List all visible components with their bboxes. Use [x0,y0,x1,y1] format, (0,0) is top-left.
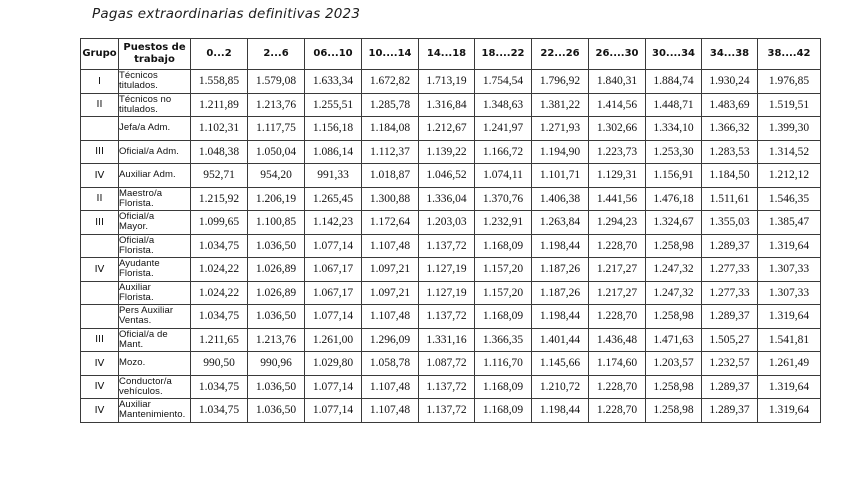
amount-cell: 1.316,84 [419,93,475,117]
table-row [81,375,821,399]
amount-cell: 1.024,22 [191,281,248,305]
amount-cell: 1.283,53 [702,140,758,164]
amount-cell: 1.097,21 [362,258,419,282]
amount-cell: 1.168,09 [475,305,532,329]
amount-cell: 1.289,37 [702,234,758,258]
amount-cell: 1.258,98 [646,234,702,258]
amount-cell: 1.156,18 [305,117,362,141]
amount-cell: 1.034,75 [191,305,248,329]
group-cell: IV [81,399,119,423]
position-cell [119,399,191,423]
amount-cell: 1.754,54 [475,70,532,94]
amount-cell: 1.471,63 [646,328,702,352]
amount-cell: 1.034,75 [191,234,248,258]
position-label: Pers Auxiliar Ventas. [119,305,174,327]
amount-cell: 1.194,90 [532,140,589,164]
table-row [81,93,821,117]
amount-cell: 1.212,12 [758,164,821,188]
position-cell [119,305,191,329]
amount-cell: 1.265,45 [305,187,362,211]
column-header: 38....42 [758,39,821,70]
amount-cell: 1.546,35 [758,187,821,211]
amount-cell: 1.241,97 [475,117,532,141]
column-header: 10....14 [362,39,419,70]
amount-cell: 1.399,30 [758,117,821,141]
position-cell [119,328,191,352]
position-cell [119,117,191,141]
amount-cell: 1.713,19 [419,70,475,94]
amount-cell: 1.137,72 [419,399,475,423]
table-row [81,140,821,164]
amount-cell: 1.206,19 [248,187,305,211]
table-row [81,399,821,423]
group-cell: II [81,187,119,211]
amount-cell: 1.127,19 [419,258,475,282]
amount-cell: 1.077,14 [305,375,362,399]
amount-cell: 1.840,31 [589,70,646,94]
amount-cell: 1.483,69 [702,93,758,117]
column-header: 0...2 [191,39,248,70]
amount-cell: 1.077,14 [305,234,362,258]
amount-cell: 991,33 [305,164,362,188]
amount-cell: 1.223,73 [589,140,646,164]
amount-cell: 1.100,85 [248,211,305,235]
amount-cell: 1.448,71 [646,93,702,117]
group-cell: IV [81,375,119,399]
amount-cell: 1.541,81 [758,328,821,352]
amount-cell: 1.157,20 [475,258,532,282]
table-row [81,281,821,305]
amount-cell: 1.253,30 [646,140,702,164]
amount-cell: 1.261,00 [305,328,362,352]
position-label: Auxiliar Adm. [119,169,176,181]
amount-cell: 1.107,48 [362,234,419,258]
amount-cell: 1.314,52 [758,140,821,164]
amount-cell: 1.145,66 [532,352,589,376]
amount-cell: 1.036,50 [248,305,305,329]
column-header: 18....22 [475,39,532,70]
amount-cell: 1.198,44 [532,305,589,329]
amount-cell: 1.213,76 [248,328,305,352]
group-cell [81,305,119,329]
amount-cell: 1.034,75 [191,375,248,399]
amount-cell: 1.232,91 [475,211,532,235]
position-cell [119,93,191,117]
amount-cell: 1.203,03 [419,211,475,235]
amount-cell: 1.211,89 [191,93,248,117]
amount-cell: 1.099,65 [191,211,248,235]
amount-cell: 1.107,48 [362,399,419,423]
amount-cell: 1.319,64 [758,375,821,399]
amount-cell: 1.086,14 [305,140,362,164]
amount-cell: 1.018,87 [362,164,419,188]
amount-cell: 1.228,70 [589,399,646,423]
position-cell [119,70,191,94]
amount-cell: 952,71 [191,164,248,188]
amount-cell: 1.633,34 [305,70,362,94]
amount-cell: 1.414,56 [589,93,646,117]
column-header: 26....30 [589,39,646,70]
position-cell [119,281,191,305]
amount-cell: 1.166,72 [475,140,532,164]
amount-cell: 1.285,78 [362,93,419,117]
position-cell [119,187,191,211]
group-cell: IV [81,352,119,376]
column-header: 06...10 [305,39,362,70]
table-row [81,234,821,258]
amount-cell: 1.046,52 [419,164,475,188]
group-cell: IV [81,164,119,188]
table-body [81,70,821,423]
amount-cell: 1.558,85 [191,70,248,94]
amount-cell: 1.077,14 [305,399,362,423]
amount-cell: 1.519,51 [758,93,821,117]
table-row [81,70,821,94]
document-title: Pagas extraordinarias definitivas 2023 [92,6,361,22]
amount-cell: 1.289,37 [702,399,758,423]
amount-cell: 1.215,92 [191,187,248,211]
amount-cell: 1.319,64 [758,234,821,258]
amount-cell: 1.127,19 [419,281,475,305]
group-cell [81,234,119,258]
amount-cell: 1.348,63 [475,93,532,117]
amount-cell: 1.077,14 [305,305,362,329]
column-header: 2...6 [248,39,305,70]
group-cell: I [81,70,119,94]
amount-cell: 990,96 [248,352,305,376]
amount-cell: 1.258,98 [646,399,702,423]
amount-cell: 1.198,44 [532,234,589,258]
amount-cell: 1.102,31 [191,117,248,141]
amount-cell: 1.289,37 [702,305,758,329]
column-header: 34...38 [702,39,758,70]
amount-cell: 1.050,04 [248,140,305,164]
amount-cell: 1.157,20 [475,281,532,305]
group-cell: III [81,211,119,235]
amount-cell: 1.366,35 [475,328,532,352]
group-cell [81,281,119,305]
amount-cell: 1.579,08 [248,70,305,94]
amount-cell: 1.884,74 [646,70,702,94]
amount-cell: 1.036,50 [248,399,305,423]
position-label: Oficial/a de Mant. [119,328,168,350]
amount-cell: 1.116,70 [475,352,532,376]
position-cell [119,375,191,399]
position-cell [119,234,191,258]
amount-cell: 1.174,60 [589,352,646,376]
amount-cell: 1.255,51 [305,93,362,117]
amount-cell: 1.029,80 [305,352,362,376]
amount-cell: 1.137,72 [419,305,475,329]
amount-cell: 1.156,91 [646,164,702,188]
position-cell [119,164,191,188]
amount-cell: 1.168,09 [475,399,532,423]
amount-cell: 990,50 [191,352,248,376]
amount-cell: 1.302,66 [589,117,646,141]
amount-cell: 1.336,04 [419,187,475,211]
amount-cell: 1.184,08 [362,117,419,141]
amount-cell: 1.187,26 [532,258,589,282]
position-label: Oficial/a Mayor. [119,211,155,233]
amount-cell: 1.289,37 [702,375,758,399]
amount-cell: 1.294,23 [589,211,646,235]
amount-cell: 1.406,38 [532,187,589,211]
position-label: Mozo. [119,357,146,369]
amount-cell: 1.101,71 [532,164,589,188]
column-header-text: Puestos de trabajo [123,42,186,65]
amount-cell: 1.385,47 [758,211,821,235]
amount-cell: 1.212,67 [419,117,475,141]
amount-cell: 1.087,72 [419,352,475,376]
amount-cell: 1.067,17 [305,281,362,305]
amount-cell: 1.300,88 [362,187,419,211]
table-row [81,328,821,352]
amount-cell: 1.263,84 [532,211,589,235]
amount-cell: 1.172,64 [362,211,419,235]
amount-cell: 1.976,85 [758,70,821,94]
amount-cell: 1.067,17 [305,258,362,282]
position-label: Conductor/a vehículos. [119,375,172,397]
amount-cell: 1.036,50 [248,375,305,399]
amount-cell: 1.142,23 [305,211,362,235]
amount-cell: 1.324,67 [646,211,702,235]
amount-cell: 1.074,11 [475,164,532,188]
position-label: Técnicos no titulados. [119,93,172,115]
amount-cell: 1.476,18 [646,187,702,211]
amount-cell: 1.401,44 [532,328,589,352]
table-row [81,305,821,329]
amount-cell: 1.168,09 [475,375,532,399]
amount-cell: 1.036,50 [248,234,305,258]
amount-cell: 1.139,22 [419,140,475,164]
table-header-row [81,39,821,70]
group-cell: II [81,93,119,117]
position-label: Ayudante Florista. [119,258,160,280]
amount-cell: 1.307,33 [758,281,821,305]
amount-cell: 1.331,16 [419,328,475,352]
amount-cell: 1.026,89 [248,281,305,305]
amount-cell: 1.026,89 [248,258,305,282]
amount-cell: 1.511,61 [702,187,758,211]
amount-cell: 1.024,22 [191,258,248,282]
amount-cell: 1.034,75 [191,399,248,423]
table-row [81,352,821,376]
amount-cell: 1.168,09 [475,234,532,258]
amount-cell: 1.203,57 [646,352,702,376]
position-label: Auxiliar Florista. [119,281,154,303]
column-header: Grupo [81,39,119,70]
amount-cell: 1.187,26 [532,281,589,305]
table-row [81,164,821,188]
column-header: 30....34 [646,39,702,70]
amount-cell: 1.258,98 [646,305,702,329]
amount-cell: 1.334,10 [646,117,702,141]
amount-cell: 954,20 [248,164,305,188]
table-row [81,211,821,235]
amount-cell: 1.213,76 [248,93,305,117]
amount-cell: 1.117,75 [248,117,305,141]
amount-cell: 1.217,27 [589,281,646,305]
amount-cell: 1.381,22 [532,93,589,117]
amount-cell: 1.217,27 [589,258,646,282]
amount-cell: 1.211,65 [191,328,248,352]
amount-cell: 1.247,32 [646,258,702,282]
position-cell [119,211,191,235]
position-cell [119,258,191,282]
position-cell [119,352,191,376]
position-label: Maestro/a Florista. [119,187,163,209]
amount-cell: 1.107,48 [362,305,419,329]
amount-cell: 1.441,56 [589,187,646,211]
pay-table [80,38,821,423]
amount-cell: 1.930,24 [702,70,758,94]
position-label: Auxiliar Mantenimiento. [119,399,186,421]
amount-cell: 1.277,33 [702,258,758,282]
position-label: Técnicos titulados. [119,70,159,92]
column-header [119,39,191,70]
amount-cell: 1.107,48 [362,375,419,399]
amount-cell: 1.228,70 [589,234,646,258]
amount-cell: 1.058,78 [362,352,419,376]
amount-cell: 1.048,38 [191,140,248,164]
amount-cell: 1.258,98 [646,375,702,399]
amount-cell: 1.436,48 [589,328,646,352]
amount-cell: 1.366,32 [702,117,758,141]
amount-cell: 1.370,76 [475,187,532,211]
amount-cell: 1.672,82 [362,70,419,94]
amount-cell: 1.247,32 [646,281,702,305]
amount-cell: 1.184,50 [702,164,758,188]
amount-cell: 1.210,72 [532,375,589,399]
amount-cell: 1.228,70 [589,305,646,329]
position-label: Oficial/a Florista. [119,234,155,256]
amount-cell: 1.277,33 [702,281,758,305]
amount-cell: 1.796,92 [532,70,589,94]
group-cell [81,117,119,141]
amount-cell: 1.137,72 [419,375,475,399]
table-row [81,187,821,211]
amount-cell: 1.129,31 [589,164,646,188]
column-header: 14...18 [419,39,475,70]
amount-cell: 1.228,70 [589,375,646,399]
position-label: Oficial/a Adm. [119,145,180,157]
amount-cell: 1.355,03 [702,211,758,235]
amount-cell: 1.307,33 [758,258,821,282]
group-cell: III [81,328,119,352]
amount-cell: 1.097,21 [362,281,419,305]
amount-cell: 1.296,09 [362,328,419,352]
table-row [81,117,821,141]
position-cell [119,140,191,164]
amount-cell: 1.261,49 [758,352,821,376]
amount-cell: 1.137,72 [419,234,475,258]
amount-cell: 1.198,44 [532,399,589,423]
amount-cell: 1.319,64 [758,399,821,423]
amount-cell: 1.232,57 [702,352,758,376]
column-header: 22...26 [532,39,589,70]
amount-cell: 1.112,37 [362,140,419,164]
group-cell: IV [81,258,119,282]
amount-cell: 1.319,64 [758,305,821,329]
table-row [81,258,821,282]
group-cell: III [81,140,119,164]
amount-cell: 1.505,27 [702,328,758,352]
amount-cell: 1.271,93 [532,117,589,141]
position-label: Jefa/a Adm. [119,122,171,134]
